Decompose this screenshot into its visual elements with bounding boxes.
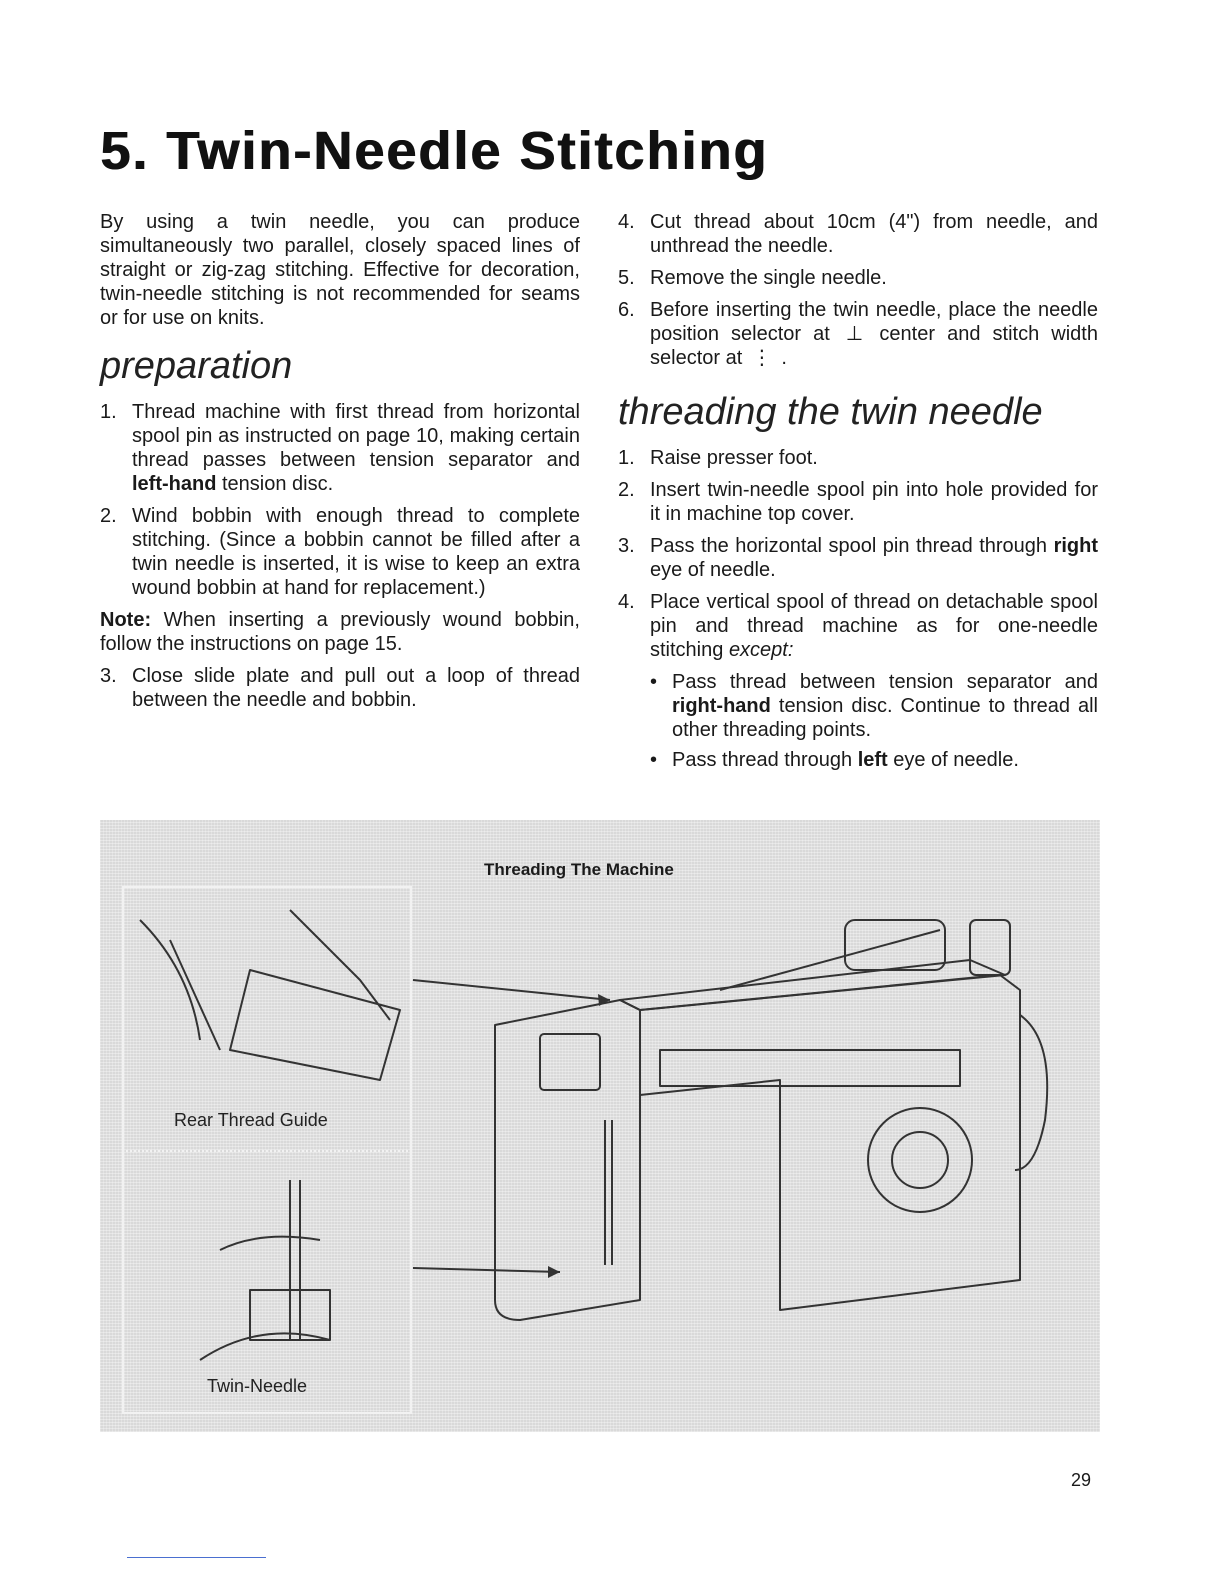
emphasis-left: left [857, 749, 888, 771]
step-text-part: eye of needle. [650, 559, 776, 581]
bullet-text [672, 748, 1098, 772]
horizontal-spool-pin [720, 930, 940, 990]
preparation-steps [100, 400, 580, 600]
list-item [618, 534, 1098, 582]
bullet-text [672, 670, 1098, 742]
bullet-text-part: Pass thread between tension separator and [672, 671, 1098, 693]
step-text: Insert twin-needle spool pin into hole provided for it in machine top cover. [650, 479, 1098, 525]
step-text: Close slide plate and pull out a loop of thread between the needle and bobbin. [132, 665, 580, 711]
note-label: Note: [100, 609, 152, 631]
threading-heading: threading the twin needle [618, 391, 1043, 433]
list-item [618, 298, 1098, 370]
figure-title: Threading The Machine [484, 860, 674, 879]
list-item [618, 478, 1098, 526]
bullet-text-part: tension disc. Continue to thread all other threading points. [672, 695, 1098, 741]
step-text [650, 590, 1098, 662]
threading-steps [618, 446, 1098, 662]
step-text-part: center and stitch width selector at [650, 323, 1098, 369]
bullet-icon: • [650, 671, 658, 693]
threading-figure [100, 820, 1100, 1432]
twin-needle-caption: Twin-Needle [207, 1376, 308, 1396]
step-number: 3. [100, 665, 117, 687]
bullet-text-part: Pass thread through [672, 749, 858, 771]
left-column [100, 210, 580, 720]
note-text: When inserting a previously wound bobbin, follow the instructions on page 15. [100, 609, 580, 655]
step-number: 6. [618, 299, 635, 321]
step-number: 2. [100, 505, 117, 527]
step-text: Wind bobbin with enough thread to complete stitching. (Since a bobbin cannot be filled after a twin needle is inserted, it is wise to keep an extra wound bobbin at hand for replacement.) [132, 505, 580, 599]
step-text: Cut thread about 10cm (4") from needle, and unthread the needle. [650, 211, 1098, 257]
needle-position-center-icon: ⊥ [845, 323, 864, 345]
step-text [132, 400, 580, 496]
page-title: 5. Twin-Needle Stitching [100, 121, 769, 181]
list-item [650, 670, 1098, 742]
step-text-part: . [775, 347, 787, 369]
dial [868, 1108, 972, 1212]
list-item [650, 748, 1098, 772]
list-item [100, 664, 580, 712]
preparation-steps-continued [100, 664, 580, 712]
step-number: 5. [618, 267, 635, 289]
step-number: 4. [618, 591, 635, 613]
right-column [618, 210, 1098, 778]
step-text [650, 298, 1098, 370]
bullet-icon: • [650, 749, 658, 771]
step-text-part: tension disc. [216, 473, 334, 495]
emphasis-right: right [1053, 535, 1098, 557]
list-item [618, 446, 1098, 470]
top-cover [620, 960, 1005, 1010]
front-window [540, 1034, 600, 1090]
page-number: 29 [1071, 1470, 1092, 1490]
machine-head [495, 1000, 640, 1320]
note-paragraph [100, 608, 580, 656]
step-text [650, 534, 1098, 582]
footer-rule [127, 1557, 266, 1558]
list-item [100, 504, 580, 600]
list-item [618, 266, 1098, 290]
control-panel [660, 1050, 960, 1086]
arrow-head-icon [548, 1266, 560, 1278]
vertical-spool [970, 920, 1010, 975]
emphasis-left-hand: left-hand [132, 473, 217, 495]
arrow-to-rear-guide [413, 980, 610, 1000]
bullet-text-part: eye of needle. [887, 749, 1019, 771]
emphasis-except: except: [728, 639, 794, 661]
step-text-part: Thread machine with first thread from horizontal spool pin as instructed on page 10, making certain thread passes between tension separator and [132, 401, 580, 471]
arrow-to-twin-needle [413, 1268, 560, 1272]
preparation-steps-right [618, 210, 1098, 370]
step-number: 4. [618, 211, 635, 233]
horizontal-spool [845, 920, 945, 970]
step-text-part: Place vertical spool of thread on detachable spool pin and thread machine as for one-needle stitching [650, 591, 1098, 661]
list-item [618, 590, 1098, 662]
straight-stitch-width-icon: ⋮ [751, 347, 772, 369]
list-item [100, 400, 580, 496]
step-text-part: Before inserting the twin needle, place the needle position selector at [650, 299, 1098, 345]
inset-divider [122, 1150, 412, 1152]
machine-body [640, 975, 1020, 1310]
step-text: Raise presser foot. [650, 447, 818, 469]
preparation-heading: preparation [100, 345, 293, 387]
rear-thread-guide-caption: Rear Thread Guide [174, 1110, 328, 1130]
intro-paragraph: By using a twin needle, you can produce simultaneously two parallel, closely spaced lines of straight or zig-zag stitching. Effective for decoration, twin-needle stitching is not recommended for seams or for use on knits. [100, 211, 580, 329]
step-number: 2. [618, 479, 635, 501]
step-number: 1. [618, 447, 635, 469]
needle-bar [605, 1120, 612, 1265]
emphasis-right-hand: right-hand [672, 695, 771, 717]
step-number: 3. [618, 535, 635, 557]
step-number: 1. [100, 401, 117, 423]
threading-exceptions [650, 670, 1098, 772]
list-item [618, 210, 1098, 258]
step-text-part: Pass the horizontal spool pin thread through [650, 535, 1054, 557]
step-text: Remove the single needle. [650, 267, 887, 289]
